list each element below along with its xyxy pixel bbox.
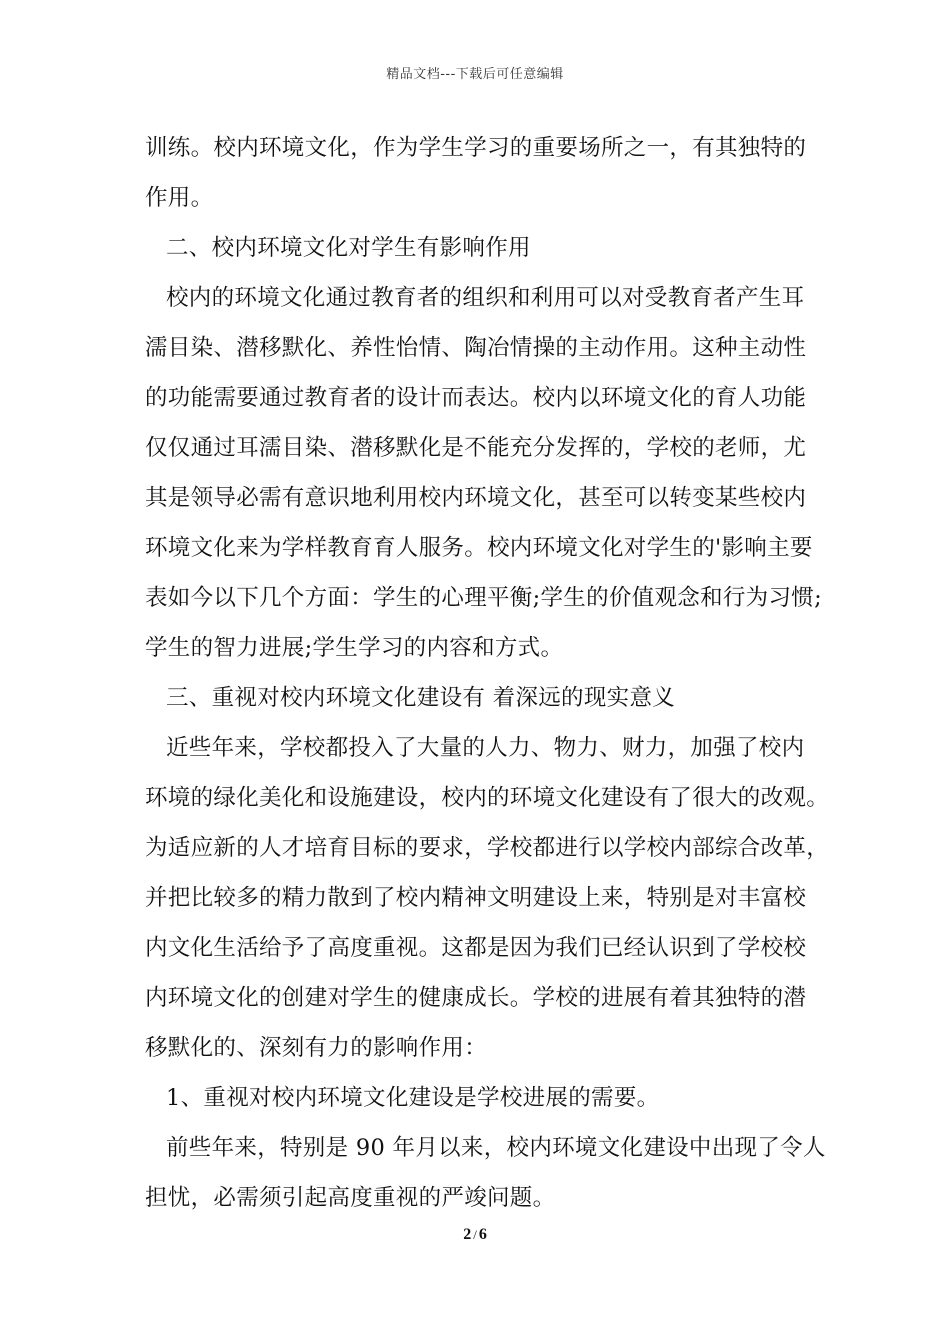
body-line: 内文化生活给予了高度重视。这都是因为我们已经认识到了学校校: [145, 935, 807, 961]
body-line: 仅仅通过耳濡目染、潜移默化是不能充分发挥的，学校的老师，尤: [145, 435, 807, 461]
current-page: 2: [463, 1226, 472, 1243]
body-line: 担忧，必需须引起高度重视的严竣问题。: [145, 1185, 556, 1211]
body-line: 环境的绿化美化和设施建设，校内的环境文化建设有了很大的改观。: [145, 785, 830, 811]
section-heading: 二、校内环境文化对学生有影响作用: [166, 235, 531, 261]
page-number: [0, 1226, 950, 1244]
body-line: 近些年来，学校都投入了大量的人力、物力、财力，加强了校内: [166, 735, 805, 761]
page-header: 精品文档---下载后可任意编辑: [386, 67, 564, 82]
total-pages: 6: [478, 1226, 487, 1243]
body-line: 的功能需要通过教育者的设计而表达。校内以环境文化的育人功能: [145, 385, 807, 411]
body-line: 校内的环境文化通过教育者的组织和利用可以对受教育者产生耳: [166, 285, 805, 311]
body-line: 作用。: [145, 185, 214, 211]
body-line: 移默化的、深刻有力的影响作用：: [145, 1035, 488, 1061]
body-line: 前些年来，特别是 90 年月以来，校内环境文化建设中出现了令人: [166, 1135, 826, 1161]
subsection-heading: 1、重视对校内环境文化建设是学校进展的需要。: [166, 1085, 660, 1111]
page-separator: /: [473, 1227, 477, 1242]
section-heading: 三、重视对校内环境文化建设有 着深远的现实意义: [166, 685, 676, 711]
body-line: 学生的智力进展;学生学习的内容和方式。: [145, 635, 564, 661]
body-line: 并把比较多的精力散到了校内精神文明建设上来，特别是对丰富校: [145, 885, 807, 911]
body-line: 训练。校内环境文化，作为学生学习的重要场所之一，有其独特的: [145, 135, 807, 161]
body-line: 其是领导必需有意识地利用校内环境文化，甚至可以转变某些校内: [145, 485, 807, 511]
body-line: 濡目染、潜移默化、养性怡情、陶冶情操的主动作用。这种主动性: [145, 335, 807, 361]
body-line: 表如今以下几个方面：学生的心理平衡;学生的价值观念和行为习惯;: [145, 585, 822, 611]
body-line: 为适应新的人才培育目标的要求，学校都进行以学校内部综合改革，: [145, 835, 830, 861]
body-line: 内环境文化的创建对学生的健康成长。学校的进展有着其独特的潜: [145, 985, 807, 1011]
body-line: 环境文化来为学样教育育人服务。校内环境文化对学生的'影响主要: [145, 535, 813, 561]
